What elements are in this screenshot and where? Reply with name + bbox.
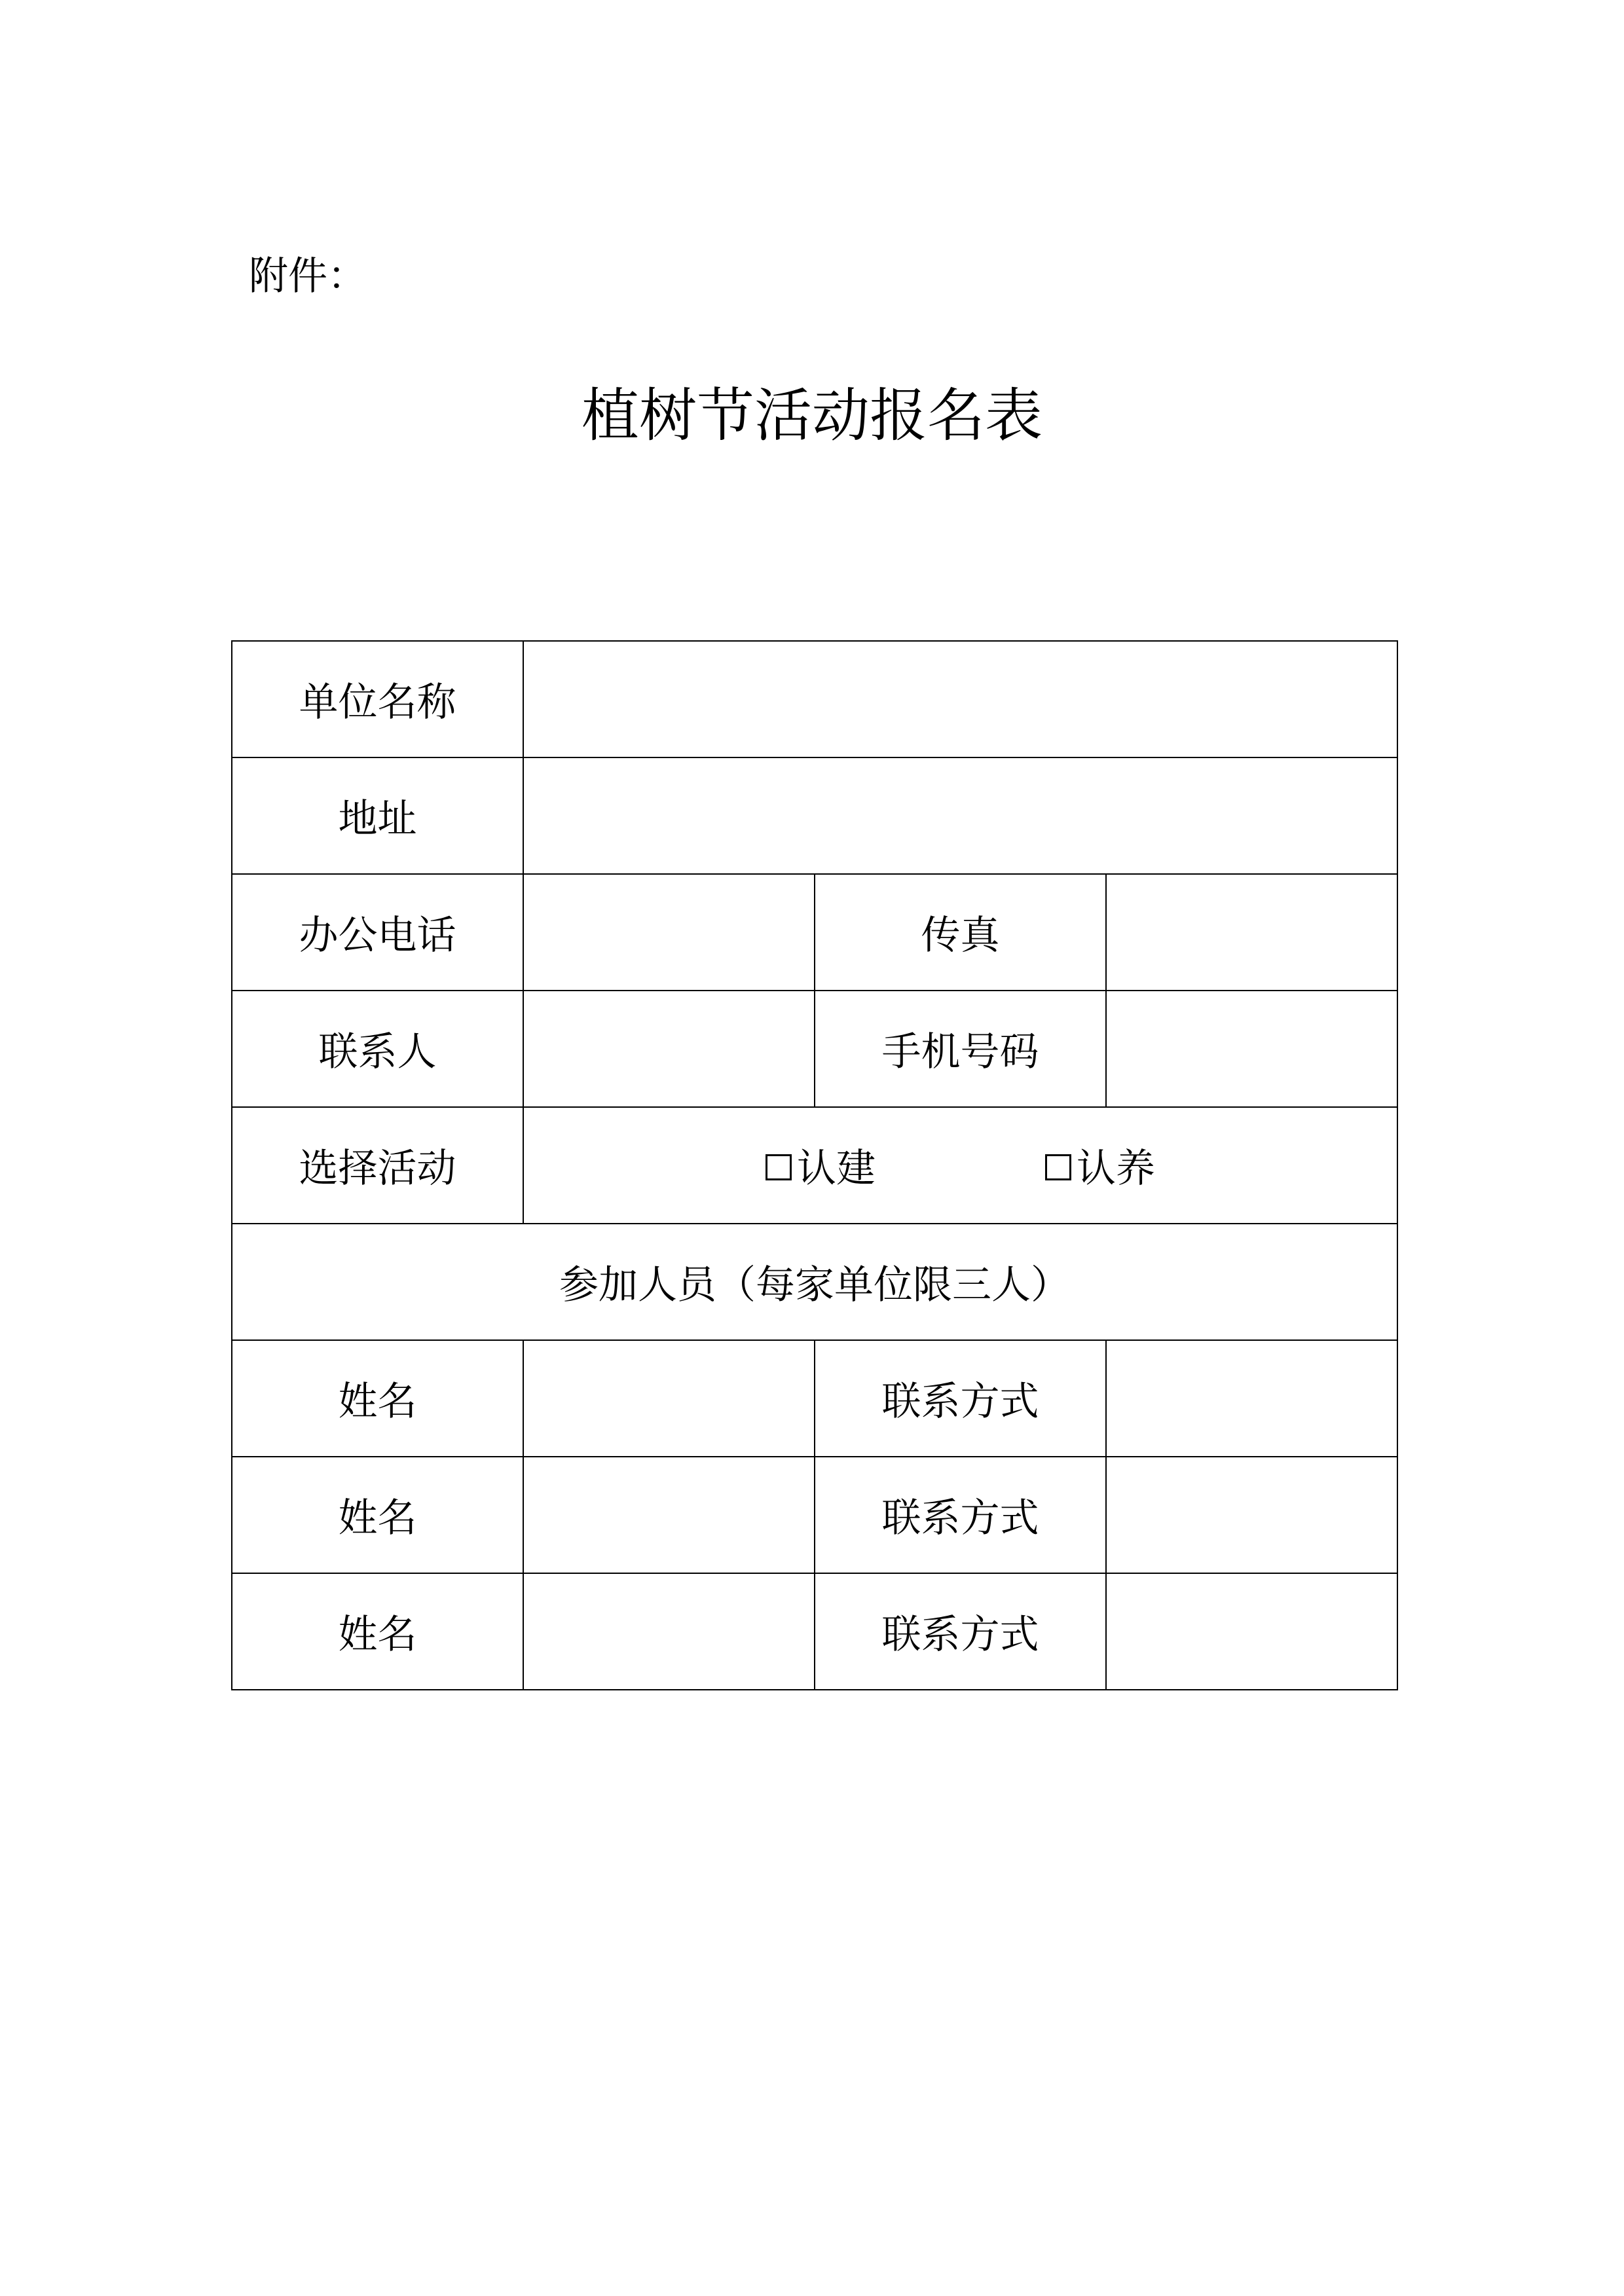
activity-option-adopt-label: 认养 [1077, 1146, 1156, 1192]
row-unit-name [232, 641, 1397, 757]
activity-option-build[interactable] [766, 1137, 876, 1194]
checkbox-build-icon[interactable] [766, 1154, 792, 1180]
unit-name-label: 单位名称 [232, 641, 523, 757]
participant-row [232, 1457, 1397, 1573]
participant-name-label: 姓名 [232, 1457, 523, 1573]
participant-name-label: 姓名 [232, 1340, 523, 1457]
participant-name-label: 姓名 [232, 1573, 523, 1690]
participant-contact-field[interactable] [1106, 1573, 1397, 1690]
office-phone-field[interactable] [523, 874, 815, 991]
row-contact-mobile [232, 991, 1397, 1107]
participants-heading: 参加人员（每家单位限三人） [232, 1224, 1397, 1340]
activity-option-adopt[interactable] [1045, 1137, 1155, 1194]
row-participants-heading [232, 1224, 1397, 1340]
participant-name-field[interactable] [523, 1457, 815, 1573]
page-title: 植树节活动报名表 [581, 382, 1043, 449]
contact-person-label: 联系人 [232, 991, 523, 1107]
fax-label: 传真 [815, 874, 1106, 991]
activity-option-build-label: 认建 [796, 1146, 876, 1192]
activity-options [523, 1107, 1397, 1224]
participant-contact-label: 联系方式 [815, 1340, 1106, 1457]
participant-contact-label: 联系方式 [815, 1457, 1106, 1573]
fax-field[interactable] [1106, 874, 1397, 991]
address-label: 地址 [232, 757, 523, 874]
mobile-field[interactable] [1106, 991, 1397, 1107]
participant-name-field[interactable] [523, 1573, 815, 1690]
participant-contact-field[interactable] [1106, 1340, 1397, 1457]
participant-contact-field[interactable] [1106, 1457, 1397, 1573]
participant-row [232, 1340, 1397, 1457]
address-field[interactable] [523, 757, 1397, 874]
participant-row [232, 1573, 1397, 1690]
registration-form-table [231, 640, 1398, 1690]
participant-contact-label: 联系方式 [815, 1573, 1106, 1690]
attachment-label: 附件： [249, 253, 367, 299]
office-phone-label: 办公电话 [232, 874, 523, 991]
row-choose-activity [232, 1107, 1397, 1224]
row-address [232, 757, 1397, 874]
choose-activity-label: 选择活动 [232, 1107, 523, 1224]
checkbox-adopt-icon[interactable] [1045, 1154, 1071, 1180]
unit-name-field[interactable] [523, 641, 1397, 757]
row-phone-fax [232, 874, 1397, 991]
mobile-label: 手机号码 [815, 991, 1106, 1107]
contact-person-field[interactable] [523, 991, 815, 1107]
participant-name-field[interactable] [523, 1340, 815, 1457]
